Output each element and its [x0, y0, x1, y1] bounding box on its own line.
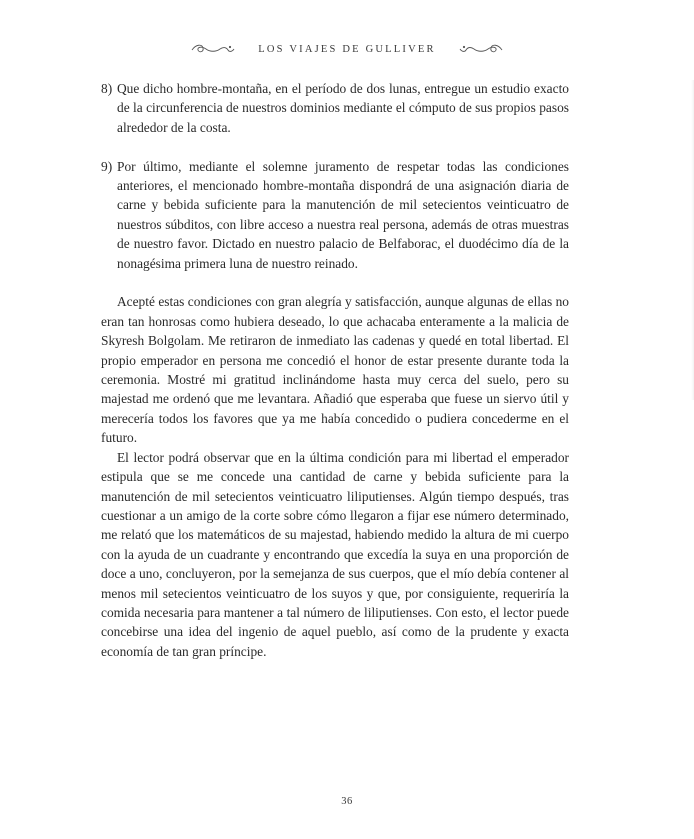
- running-header: [0, 39, 694, 59]
- body-paragraph: Acepté estas condiciones con gran alegría y satisfacción, aunque algunas de ellas no eran tan honrosas como hubiera deseado, lo que achacaba enteramente a la malicia de Skyresh Bolgolam. Me retiraron de inmediato las cadenas y quedé en total libertad. El propio emperador en persona me concedió el honor de estar presente durante toda la ceremonia. Mostré mi gratitud inclinándome hasta muy cerca del suelo, pero su majestad me ordenó que me levantara. Añadió que esperaba que fuese un siervo útil y merecería todos los favores que ya me había concedido o pudiera concederme en el futuro.: [101, 294, 569, 446]
- body-paragraph: El lector podrá observar que en la última condición para mi libertad el emperador estipula que se me concede una cantidad de carne y bebida suficiente para la manutención de mil setecientos veinticuatro liliputienses. Algún tiempo después, tras cuestionar a un amigo de la corte sobre cómo llegaron a fijar ese número determinado, me relató que los matemáticos de su majestad, habiendo medido la altura de mi cuerpo con la ayuda de un cuadrante y encontrando que excedía la suya en una proporción de doce a uno, concluyeron, por la semejanza de sus cuerpos, que el mío debía contener al menos mil setecientos veinticuatro de los suyos y que, por consiguiente, requeriría la comida necesaria para mantener a tal número de liliputienses. Con esto, el lector puede concebirse una idea del ingenio de aquel pueblo, así como de la prudente y exacta economía de tan gran príncipe.: [101, 449, 569, 659]
- condition-item-9: [101, 157, 569, 273]
- flourish-ornament-left-icon: [190, 42, 236, 56]
- page-number: 36: [341, 796, 353, 807]
- condition-item-8: [101, 79, 569, 137]
- condition-number: 8): [101, 81, 113, 96]
- flourish-ornament-right-icon: [458, 42, 504, 56]
- narrative-block: [101, 292, 569, 661]
- page-body: [101, 79, 569, 661]
- running-header-title: LOS VIAJES DE GULLIVER: [258, 43, 436, 55]
- condition-text: Que dicho hombre-montaña, en el período de dos lunas, entregue un estudio exacto de la circunferencia de nuestros dominios mediante el cómputo de sus propios pasos alrededor de la costa.: [117, 81, 569, 135]
- condition-number: 9): [101, 158, 113, 174]
- condition-text: Por último, mediante el solemne juramento de respetar todas las condiciones anteriores, el mencionado hombre-montaña dispondrá de una asignación diaria de carne y bebida suficiente para la manutención de mil setecientos veinticuatro de nuestros súbditos, con libre acceso a nuestra real persona, además de otras muestras de nuestro favor. Dictado en nuestro palacio de Belfaborac, el duodécimo día de la nonagésima primera luna de nuestro reinado.: [117, 158, 569, 271]
